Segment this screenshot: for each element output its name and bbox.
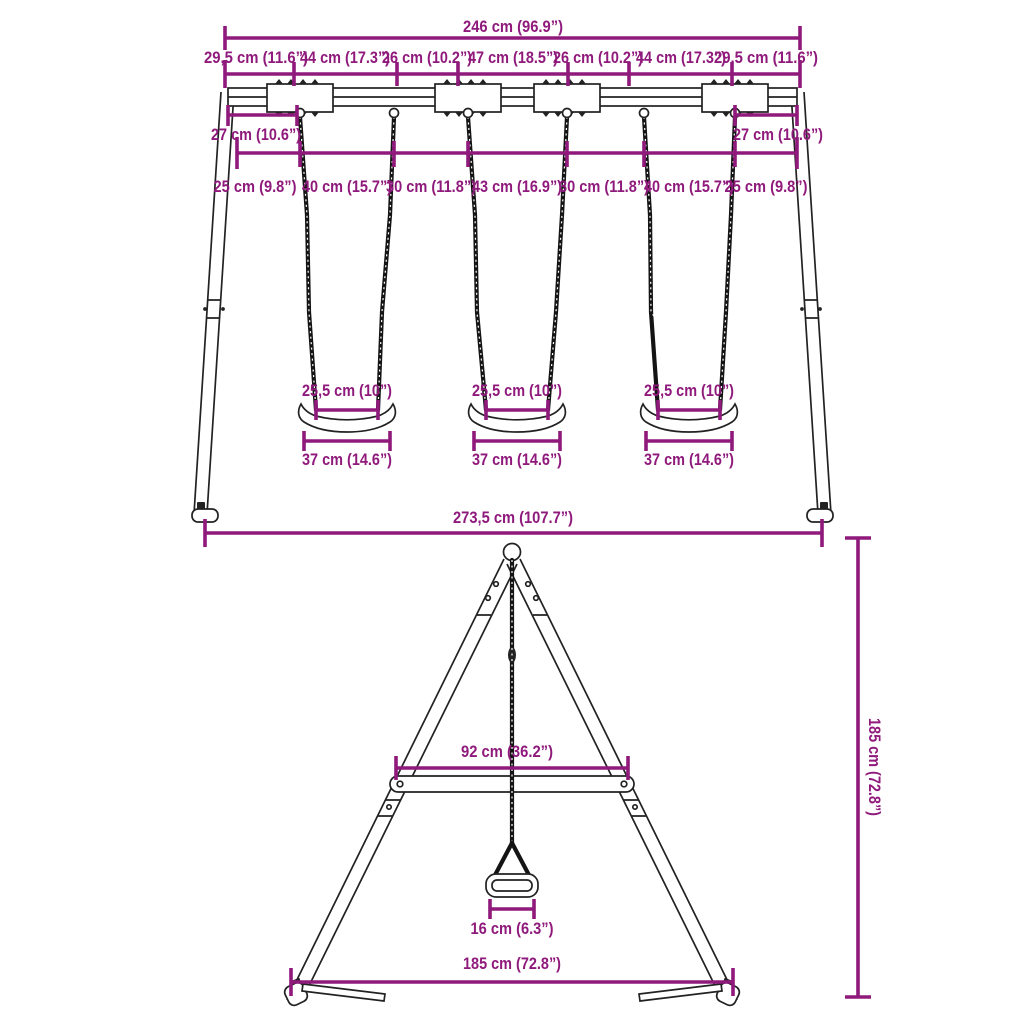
dim-hanger-segment-label: 30 cm (11.8”) (386, 177, 476, 196)
swing-hanger (390, 109, 399, 118)
front-left-leg (192, 92, 234, 522)
dim-16-line (490, 899, 534, 919)
dim-seat-width-label: 37 cm (14.6”) (302, 450, 392, 469)
dim-hanger-segment-label: 40 cm (15.7”) (302, 177, 392, 196)
dim-hanger-segment-label: 40 cm (15.7”) (644, 177, 734, 196)
trapeze-handle (486, 874, 538, 897)
ground-anchor-bar (639, 984, 722, 1001)
dim-rope-spacing-label: 25,5 cm (10”) (472, 381, 562, 400)
rope-texture (300, 117, 735, 410)
leg-joint-seams (207, 300, 221, 318)
dim-rope-spacing-line (486, 400, 548, 420)
side-view (283, 538, 884, 1007)
swing-hanger (640, 109, 649, 118)
dim-seat-width-line (474, 431, 560, 451)
dim-top-segment-label: 29,5 cm (11.6”) (714, 48, 818, 67)
dim-seat-width-label: 37 cm (14.6”) (472, 450, 562, 469)
apex-bolt (534, 596, 539, 601)
swing-ropes (300, 117, 735, 410)
dim-seat-width-line (304, 431, 390, 451)
leg-outline (194, 92, 234, 514)
front-view (192, 17, 833, 547)
leg-joint-bolt (387, 805, 391, 809)
dim-185-base-label: 185 cm (72.8”) (463, 954, 561, 973)
dim-27-left-label: 27 cm (10.6”) (211, 125, 301, 144)
dim-top-segment-label: 29,5 cm (11.6”) (204, 48, 308, 67)
dim-hanger-segment-label: 25 cm (9.8”) (724, 177, 808, 196)
joint-bolt (221, 307, 225, 311)
apex-bolt (526, 582, 531, 587)
dim-16-label: 16 cm (6.3”) (470, 919, 554, 938)
dim-top-segment-label: 44 cm (17.3”) (636, 48, 726, 67)
dim-top-segment-label: 47 cm (18.5”) (468, 48, 558, 67)
dim-246-label: 246 cm (96.9”) (463, 17, 563, 36)
dim-hanger-segments-line (237, 137, 797, 169)
swing-hanger (464, 109, 473, 118)
apex-bolt (486, 596, 491, 601)
dim-rope-spacing-line (316, 400, 378, 420)
joint-bolt (818, 307, 822, 311)
dim-92-label: 92 cm (36.2”) (461, 742, 553, 761)
dim-hanger-segment-label: 30 cm (11.8”) (559, 177, 649, 196)
dim-27-right-label: 27 cm (10.6”) (733, 125, 823, 144)
side-dimensions (291, 538, 884, 997)
dim-top-segment-label: 26 cm (10.2”) (382, 48, 472, 67)
swing-hanger (563, 109, 572, 118)
dim-top-segment-label: 26 cm (10.2”) (553, 48, 643, 67)
dim-rope-spacing-label: 25,5 cm (10”) (302, 381, 392, 400)
apex-bolt (494, 582, 499, 587)
dim-base-width-label: 273,5 cm (107.7”) (453, 508, 573, 527)
dim-seat-width-label: 37 cm (14.6”) (644, 450, 734, 469)
leg-joint-seams (804, 300, 818, 318)
dim-top-segment-label: 44 cm (17.3”) (300, 48, 390, 67)
bracket-screws-bottom (275, 112, 754, 117)
dim-185-height-label: 185 cm (72.8”) (865, 718, 884, 834)
dim-seat-width-line (646, 431, 732, 451)
joint-bolt (800, 307, 804, 311)
bracket-screws-top (275, 79, 754, 84)
leg-joint-bolt (633, 805, 637, 809)
ground-anchor-bar (302, 984, 385, 1001)
joint-bolt (203, 307, 207, 311)
foot (807, 509, 833, 522)
trapeze-strap (494, 843, 530, 877)
dim-rope-spacing-label: 25,5 cm (10”) (644, 381, 734, 400)
dim-rope-spacing-line (658, 400, 720, 420)
dim-hanger-segment-label: 25 cm (9.8”) (213, 177, 297, 196)
dim-hanger-segment-label: 43 cm (16.9”) (472, 177, 562, 196)
top-beam (228, 79, 797, 117)
